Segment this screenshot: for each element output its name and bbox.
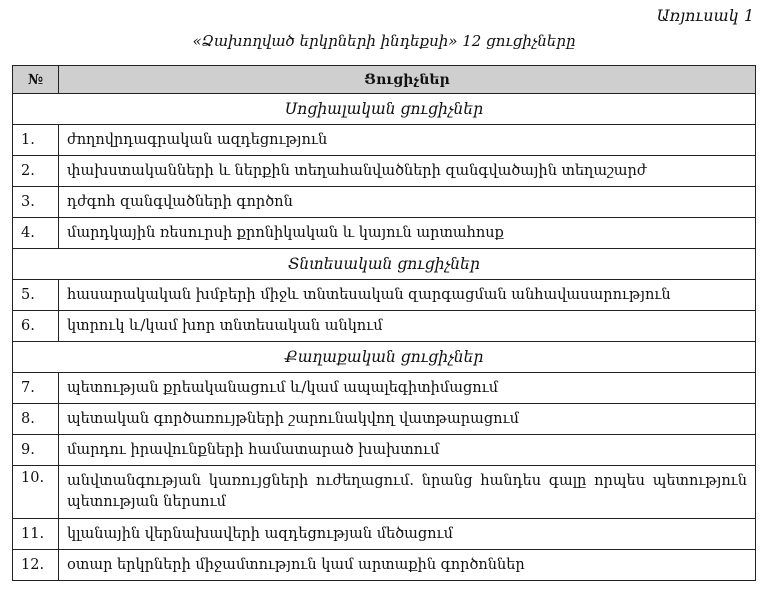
table-row <box>13 125 756 156</box>
row-number: 9. <box>13 435 59 466</box>
row-number: 12. <box>13 550 59 581</box>
section-heading-social <box>13 94 756 125</box>
row-text: կտրուկ և/կամ խոր տնտեսական անկում <box>59 311 756 342</box>
table-row <box>13 156 756 187</box>
section-title: Քաղաքական ցուցիչներ <box>13 342 756 373</box>
row-number: 7. <box>13 373 59 404</box>
row-number: 10. <box>13 466 59 519</box>
row-text: կլանային վերնախավերի ազդեցության մեծացում <box>59 519 756 550</box>
section-heading-economic <box>13 249 756 280</box>
row-text: պետության քրեականացում և/կամ ապալեգիտիմացում <box>59 373 756 404</box>
table-row <box>13 373 756 404</box>
table-row <box>13 280 756 311</box>
row-number: 6. <box>13 311 59 342</box>
row-text: մարդու իրավունքների համատարած խախտում <box>59 435 756 466</box>
row-text: օտար երկրների միջամտություն կամ արտաքին գործոններ <box>59 550 756 581</box>
header-indicators: Ցուցիչներ <box>59 66 756 94</box>
appendix-label: Առյուսակ 1 <box>656 6 754 25</box>
row-number: 5. <box>13 280 59 311</box>
table-caption: «Ձախողված երկրների ինդեքսի» 12 ցուցիչները <box>192 32 576 50</box>
table-row <box>13 550 756 581</box>
table-row <box>13 187 756 218</box>
row-text: ժողովրդագրական ազդեցություն <box>59 125 756 156</box>
indicators-table <box>12 65 756 581</box>
row-text: անվտանգության կառույցների ուժեղացում. նրանց հանդես գալը որպես պետություն պետության ներսում <box>59 466 756 519</box>
table-row <box>13 519 756 550</box>
row-text: փախստականների և ներքին տեղահանվածների զանգվածային տեղաշարժ <box>59 156 756 187</box>
row-number: 2. <box>13 156 59 187</box>
table-row <box>13 466 756 519</box>
row-number: 1. <box>13 125 59 156</box>
header-number: № <box>13 66 59 94</box>
section-title: Սոցիալական ցուցիչներ <box>13 94 756 125</box>
row-number: 8. <box>13 404 59 435</box>
row-number: 4. <box>13 218 59 249</box>
row-text: դժգոհ զանգվածների գործոն <box>59 187 756 218</box>
row-text: մարդկային ռեսուրսի քրոնիկական և կայուն արտահոսք <box>59 218 756 249</box>
row-text: պետական գործառույթների շարունակվող վատթարացում <box>59 404 756 435</box>
table-row <box>13 404 756 435</box>
table-row <box>13 218 756 249</box>
row-text: հասարակական խմբերի միջև տնտեսական զարգացման անհավասարություն <box>59 280 756 311</box>
table-header-row <box>13 66 756 94</box>
section-heading-political <box>13 342 756 373</box>
table-row <box>13 311 756 342</box>
table-row <box>13 435 756 466</box>
row-number: 11. <box>13 519 59 550</box>
row-number: 3. <box>13 187 59 218</box>
section-title: Տնտեսական ցուցիչներ <box>13 249 756 280</box>
